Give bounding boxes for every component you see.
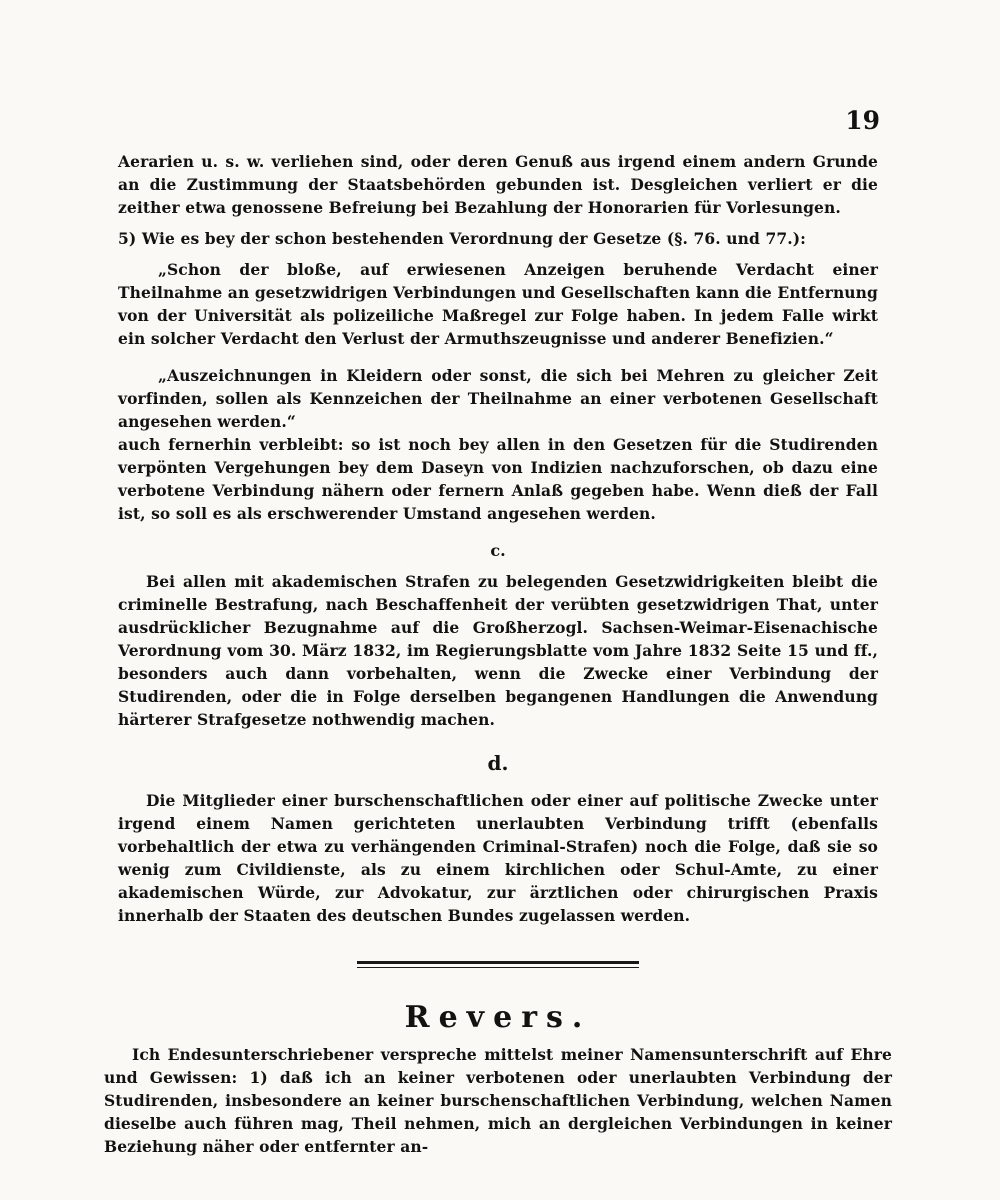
- paragraph-numbered-5: 5) Wie es bey der schon bestehenden Verordnung der Gesetze (§. 76. und 77.):: [118, 229, 806, 248]
- quotation-1: „Schon der bloße, auf erwiesenen Anzeigen beruhende Verdacht einer Theilnahme an gesetzwidrigen Verbindungen und Gesellschaften kann die Entfernung von der Universität als polizeiliche Maßregel zur Folge haben. In jedem Falle wirkt ein solcher Verdacht den Verlust der Armuthszeugnisse und anderer Benefizien.“: [118, 260, 878, 348]
- revers-text: Ich Endesunterschriebener verspreche mittelst meiner Namensunterschrift auf Ehre und Gewissen: 1) daß ich an keiner verbotenen oder unerlaubten Verbindung der Studirenden, insbesondere an keiner burschenschaftlichen Verbindung, welchen Namen dieselbe auch führen mag, Theil nehmen, mich an dergleichen Verbindungen in keiner Beziehung näher oder entfernter an-: [104, 1045, 892, 1156]
- section-heading-d: d.: [487, 751, 509, 775]
- page-number: 19: [845, 106, 880, 135]
- revers-heading: Revers.: [404, 1000, 592, 1035]
- page-body: [104, 150, 892, 1158]
- paragraph-conclusion: auch fernerhin verbleibt: so ist noch bey allen in den Gesetzen für die Studirenden verpönten Vergehungen bey dem Daseyn von Indizien nachzuforschen, ob dazu eine verbotene Verbindung nähern oder fernern Anlaß gegeben habe. Wenn dieß der Fall ist, so soll es als erschwerender Umstand angesehen werden.: [118, 435, 878, 523]
- section-c-text: Bei allen mit akademischen Strafen zu belegenden Gesetzwidrigkeiten bleibt die criminelle Bestrafung, nach Beschaffenheit der verübten gesetzwidrigen That, unter ausdrücklicher Bezugnahme auf die Großherzogl. Sachsen-Weimar-Eisenachische Verordnung vom 30. März 1832, im Regierungsblatte vom Jahre 1832 Seite 15 und ff., besonders auch dann vorbehalten, wenn die Zwecke einer Verbindung der Studirenden, oder die in Folge derselben begangenen Handlungen die Anwendung härterer Strafgesetze nothwendig machen.: [118, 572, 878, 729]
- section-divider: [357, 961, 639, 968]
- paragraph-continuation: Aerarien u. s. w. verliehen sind, oder deren Genuß aus irgend einem andern Grunde an die Zustimmung der Staatsbehörden gebunden ist. Desgleichen verliert er die zeither etwa genossene Befreiung bei Bezahlung der Honorarien für Vorlesungen.: [118, 152, 878, 217]
- section-d-text: Die Mitglieder einer burschenschaftlichen oder einer auf politische Zwecke unter irgend einem Namen gerichteten unerlaubten Verbindung trifft (ebenfalls vorbehaltlich der etwa zu verhängenden Criminal-Strafen) noch die Folge, daß sie so wenig zum Civildienste, als zu einem kirchlichen oder Schul-Amte, zu einer akademischen Würde, zur Advokatur, zur ärztlichen oder chirurgischen Praxis innerhalb der Staaten des deutschen Bundes zugelassen werden.: [118, 791, 878, 925]
- section-heading-c: c.: [490, 541, 506, 560]
- quotation-2: „Auszeichnungen in Kleidern oder sonst, die sich bei Mehren zu gleicher Zeit vorfinden, sollen als Kennzeichen der Theilnahme an einer verbotenen Gesellschaft angesehen werden.“: [118, 366, 878, 431]
